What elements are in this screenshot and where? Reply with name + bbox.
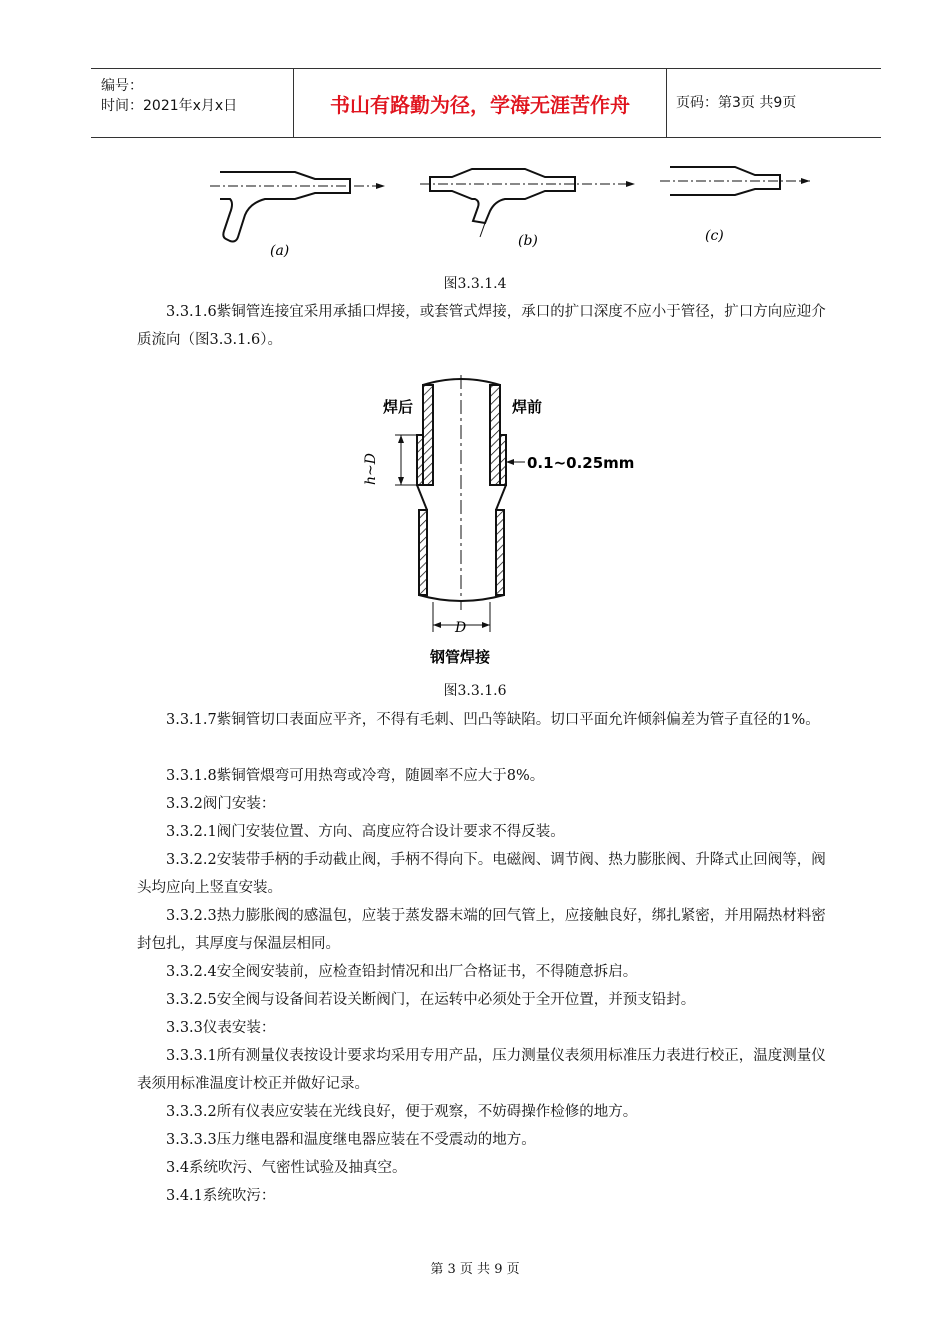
paragraph: 3.3.1.7紫铜管切口表面应平齐，不得有毛刺、凹凸等缺陷。切口平面允许倾斜偏差为管子直径的1%。 bbox=[166, 712, 820, 728]
paragraph: 3.4.1系统吹污： bbox=[166, 1188, 276, 1204]
figure-label-b: (b) bbox=[518, 233, 538, 249]
label-after-weld: 焊后 bbox=[383, 398, 414, 416]
page-footer: 第 3 页 共 9 页 bbox=[430, 1262, 520, 1277]
label-d-dimension: D bbox=[455, 620, 467, 636]
figure-title: 钢管焊接 bbox=[430, 648, 491, 666]
header-motto: 书山有路勤为径，学海无涯苦作舟 bbox=[330, 92, 630, 117]
figure-caption: 图3.3.1.6 bbox=[443, 683, 507, 699]
paragraph: 3.3.1.8紫铜管煨弯可用热弯或冷弯，随圆率不应大于8%。 bbox=[166, 768, 545, 784]
figure-caption: 图3.3.1.4 bbox=[443, 276, 507, 292]
paragraph: 3.3.3.2所有仪表应安装在光线良好，便于观察，不妨碍操作检修的地方。 bbox=[166, 1104, 638, 1120]
paragraph: 3.3.2阀门安装： bbox=[166, 796, 276, 812]
paragraph: 3.3.2.1阀门安装位置、方向、高度应符合设计要求不得反装。 bbox=[166, 824, 565, 840]
paragraph: 3.4系统吹污、气密性试验及抽真空。 bbox=[166, 1160, 407, 1176]
paragraph: 3.3.2.4安全阀安装前，应检查铅封情况和出厂合格证书，不得随意拆启。 bbox=[166, 964, 638, 980]
figure-pipe-fittings bbox=[190, 155, 820, 265]
document-code-label: 编号： bbox=[101, 78, 143, 94]
header-page-code: 页码：第3页 共9页 bbox=[676, 95, 797, 111]
figure-label-c: (c) bbox=[705, 228, 724, 244]
paragraph: 3.3.1.6紫铜管连接宜采用承插口焊接，或套管式焊接，承口的扩口深度不应小于管径，扩口方向应迎介质流向（图3.3.1.6）。 bbox=[137, 304, 826, 348]
paragraph: 3.3.3.1所有测量仪表按设计要求均采用专用产品，压力测量仪表须用标准压力表进行校正，温度测量仪表须用标准温度计校正并做好记录。 bbox=[137, 1048, 826, 1092]
paragraph: 3.3.3仪表安装： bbox=[166, 1020, 276, 1036]
figure-pipe-welding bbox=[355, 370, 675, 675]
label-h-dimension: h~D bbox=[363, 453, 379, 485]
document-time-label: 时间：2021年x月x日 bbox=[101, 98, 238, 114]
header-divider bbox=[666, 69, 667, 137]
label-gap-dimension: 0.1~0.25mm bbox=[527, 454, 635, 472]
header-meta bbox=[91, 69, 293, 137]
label-before-weld: 焊前 bbox=[512, 398, 543, 416]
paragraph: 3.3.2.2安装带手柄的手动截止阀，手柄不得向下。电磁阀、调节阀、热力膨胀阀、升降式止回阀等，阀头均应向上竖直安装。 bbox=[137, 852, 826, 896]
figure-label-a: (a) bbox=[270, 243, 290, 259]
document-header bbox=[91, 68, 881, 138]
paragraph: 3.3.2.3热力膨胀阀的感温包，应装于蒸发器末端的回气管上，应接触良好，绑扎紧密，并用隔热材料密封包扎，其厚度与保温层相同。 bbox=[137, 908, 826, 952]
paragraph: 3.3.3.3压力继电器和温度继电器应装在不受震动的地方。 bbox=[166, 1132, 536, 1148]
paragraph: 3.3.2.5安全阀与设备间若设关断阀门，在运转中必须处于全开位置，并预支铅封。 bbox=[166, 992, 696, 1008]
